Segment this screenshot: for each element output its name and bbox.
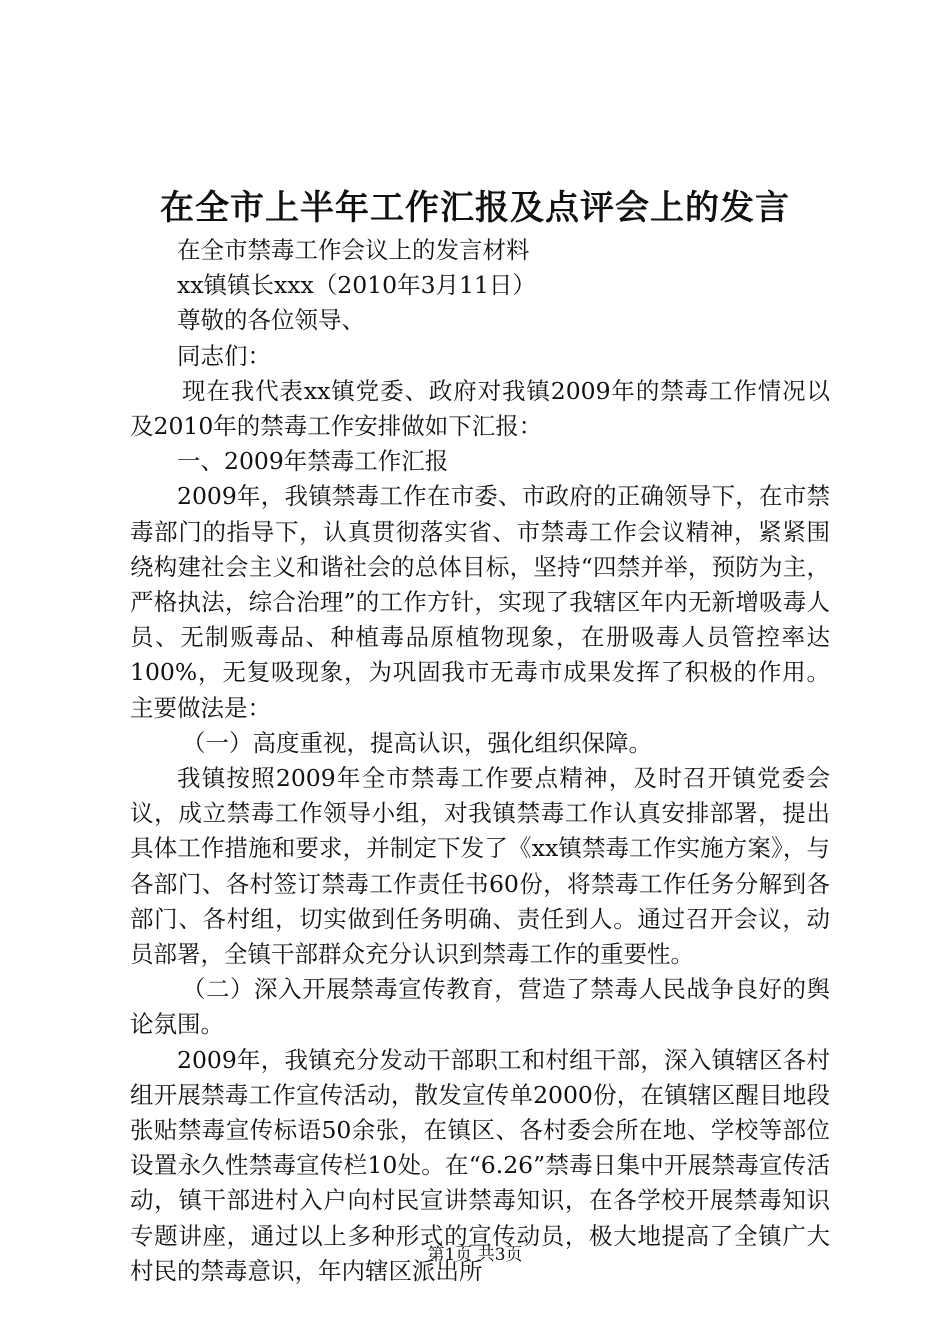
subsection-heading-2: （二）深入开展禁毒宣传教育，营造了禁毒人民战争良好的舆论氛围。 [130,975,830,1039]
page-number: 第1页 共3页 [427,1245,523,1265]
paragraph-salutation-1: 尊敬的各位领导、 [177,306,365,335]
paragraph-author-date: xx镇镇长xxx（2010年3月11日） [177,271,536,300]
paragraph-organization: 我镇按照2009年全市禁毒工作要点精神，及时召开镇党委会议，成立禁毒工作领导小组，对我镇禁毒工作认真安排部署，提出具体工作措施和要求，并制定下发了《xx镇禁毒工作实施方案》，与各部门、各村签订禁毒工作责任书60份，将禁毒工作任务分解到各部门、各村组，切实做到任务明确、责任到人。通过召开会议，动员部署，全镇干部群众充分认识到禁毒工作的重要性。 [130,764,830,969]
paragraph-intro: 现在我代表xx镇党委、政府对我镇2009年的禁毒工作情况以及2010年的禁毒工作安排做如下汇报： [130,376,830,441]
paragraph-subtitle: 在全市禁毒工作会议上的发言材料 [177,236,530,264]
document-title: 在全市上半年工作汇报及点评会上的发言 [160,188,790,228]
paragraph-salutation-2: 同志们： [177,341,271,370]
paragraph-summary: 2009年，我镇禁毒工作在市委、市政府的正确领导下，在市禁毒部门的指导下，认真贯彻落实省、市禁毒工作会议精神，紧紧围绕构建社会主义和谐社会的总体目标，坚持“四禁并举，预防为主，严格执法，综合治理”的工作方针，实现了我辖区年内无新增吸毒人员、无制贩毒品、种植毒品原植物现象，在册吸毒人员管控率达100%，无复吸现象，为巩固我市无毒市成果发挥了积极的作用。主要做法是： [130,482,830,722]
paragraph-publicity: 2009年，我镇充分发动干部职工和村组干部，深入镇辖区各村组开展禁毒工作宣传活动，散发宣传单2000份，在镇辖区醒目地段张贴禁毒宣传标语50余张，在镇区、各村委会所在地、学校等部位设置永久性禁毒宣传栏10处。在“6.26”禁毒日集中开展禁毒宣传活动，镇干部进村入户向村民宣讲禁毒知识，在各学校开展禁毒知识专题讲座，通过以上多种形式的宣传动员，极大地提高了全镇广大村民的禁毒意识，年内辖区派出所 [130,1045,830,1285]
section-heading-1: 一、2009年禁毒工作汇报 [177,447,449,476]
document-body [130,233,830,1289]
subsection-heading-1: （一）高度重视，提高认识，强化组织保障。 [182,728,652,757]
